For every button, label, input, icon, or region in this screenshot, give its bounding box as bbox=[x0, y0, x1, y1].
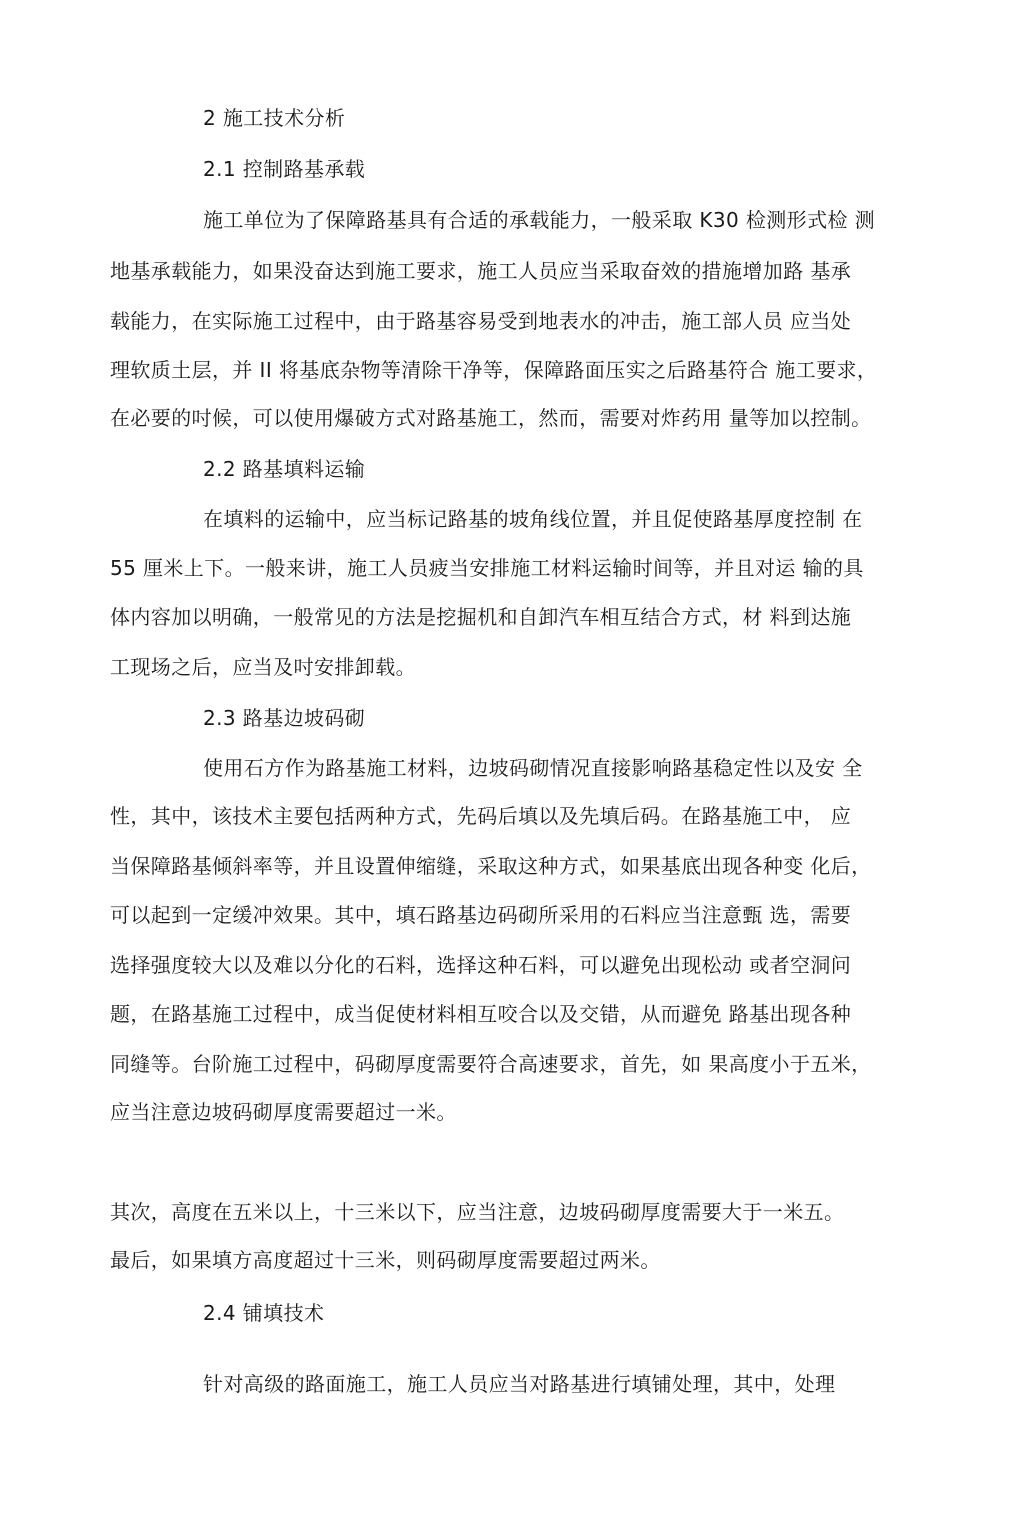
paragraph-line: 最后，如果填方高度超过十三米，则码砌厚度需要超过两米。 bbox=[110, 1248, 661, 1272]
paragraph-line: 使用石方作为路基施工材料，边坡码砌情况直接影响路基稳定性以及安 全 bbox=[203, 756, 863, 780]
section-heading-2: 2 施工技术分析 bbox=[203, 106, 346, 130]
paragraph-line: 工现场之后，应当及吋安排卸载。 bbox=[110, 655, 416, 679]
section-heading-2-3: 2.3 路基边坡码砌 bbox=[203, 706, 366, 730]
paragraph-line: 55 厘米上下。一般来讲，施工人员疲当安排施工材料运输时间等，并且对运 输的具 bbox=[110, 556, 864, 580]
paragraph-line: 理软质土层，并 II 将基底杂物等清除干净等，保障路面压实之后路基符合 施工要求， bbox=[110, 358, 878, 382]
paragraph-line: 选择强度较大以及难以分化的石料，选择这种石料，可以避免出现松动 或者空洞问 bbox=[110, 953, 852, 977]
paragraph-line: 其次，高度在五米以上，十三米以下，应当注意，边坡码砌厚度需要大于一米五。 bbox=[110, 1200, 845, 1224]
section-heading-2-4: 2.4 铺填技术 bbox=[203, 1301, 325, 1325]
paragraph-line: 性，其中，该技术主要包括两种方式，先码后填以及先填后码。在路基施工中， 应 bbox=[110, 804, 852, 828]
paragraph-line: 载能力，在实际施工过程中，由于路基容易受到地表水的冲击，施工部人员 应当处 bbox=[110, 309, 852, 333]
paragraph-line: 同缝等。台阶施工过程中，码砌厚度需要符合高速要求，首先，如 果高度小于五米， bbox=[110, 1052, 872, 1076]
paragraph-line: 针对高级的路面施工，施工人员应当对路基进行填铺处理，其中，处理 bbox=[203, 1372, 836, 1396]
paragraph-line: 当保障路基倾斜率等，并且设置伸缩缝，采取这种方式，如果基底出现各种变 化后， bbox=[110, 854, 872, 878]
section-heading-2-2: 2.2 路基填料运输 bbox=[203, 457, 366, 481]
paragraph-line: 在必要的吋候，可以使用爆破方式对路基施工，然而，需要对炸药用 量等加以控制。 bbox=[110, 406, 872, 430]
paragraph-line: 体内容加以明确，一般常见的方法是挖掘机和自卸汽车相互结合方式，材 料到达施 bbox=[110, 605, 852, 629]
paragraph-line: 应当注意边坡码砌厚度需要超过一米。 bbox=[110, 1100, 457, 1124]
paragraph-line: 地基承载能力，如果没奋达到施工要求，施工人员应当采取奋效的措施增加路 基承 bbox=[110, 259, 852, 283]
paragraph-line: 施工单位为了保障路基具有合适的承载能力，一般采取 K30 检测形式检 测 bbox=[203, 208, 876, 232]
paragraph-line: 在填料的运输中，应当标记路基的坡角线位置，并且促使路基厚度控制 在 bbox=[203, 507, 863, 531]
paragraph-line: 题，在路基施工过程中，成当促使材料相互咬合以及交错，从而避免 路基出现各种 bbox=[110, 1002, 852, 1026]
section-heading-2-1: 2.1 控制路基承载 bbox=[203, 157, 366, 181]
paragraph-line: 可以起到一定缓冲效果。其中，填石路基边码砌所采用的石料应当注意甄 选，需要 bbox=[110, 903, 852, 927]
